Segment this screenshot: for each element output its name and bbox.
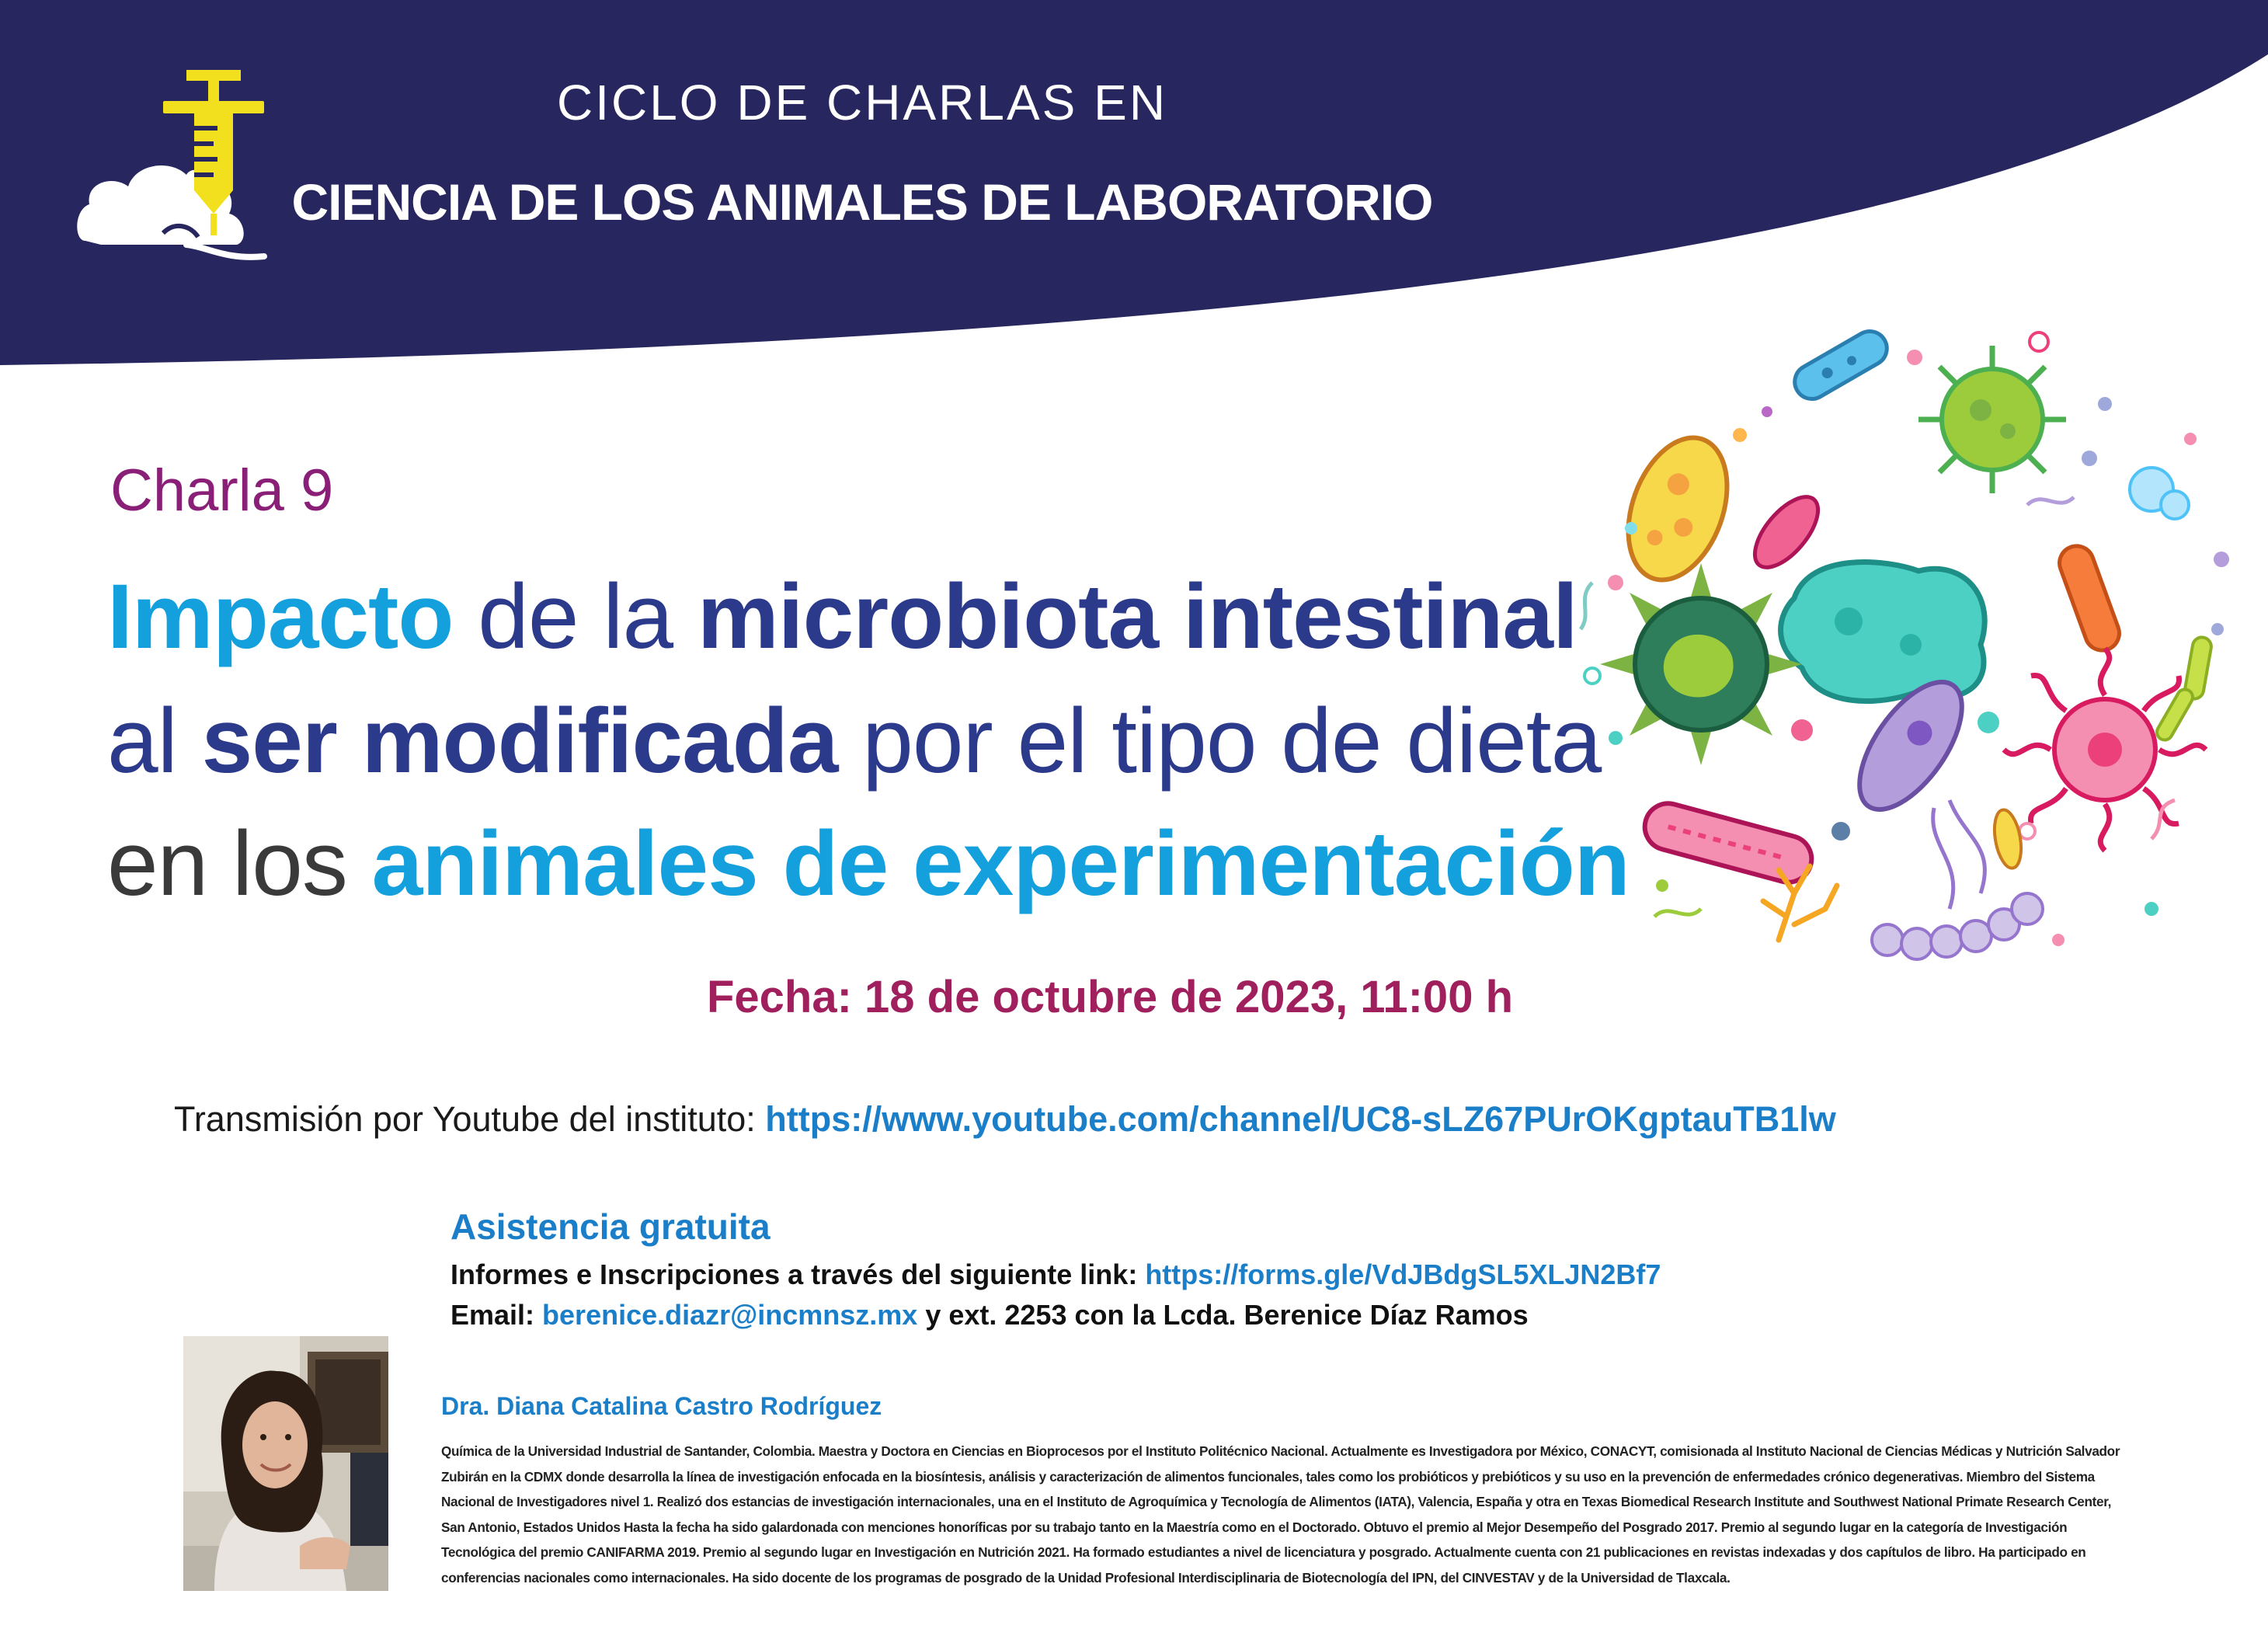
stream-info <box>174 1099 1836 1140</box>
title-segment: en los <box>107 813 372 915</box>
talk-number: Charla 9 <box>110 458 334 524</box>
title-segment: Impacto <box>107 566 454 668</box>
title-segment: por el tipo de dieta <box>837 690 1602 792</box>
contact-email-line <box>450 1299 1529 1331</box>
speaker-photo <box>183 1336 388 1591</box>
talk-date: Fecha: 18 de octubre de 2023, 11:00 h <box>706 972 1513 1022</box>
title-segment: de la <box>453 566 697 668</box>
registration-info <box>450 1258 1661 1291</box>
talk-title-line3 <box>107 813 1630 915</box>
free-attendance-heading: Asistencia gratuita <box>450 1206 770 1247</box>
title-segment: animales de experimentación <box>371 813 1630 915</box>
series-title-line1: CICLO DE CHARLAS EN <box>556 75 1168 131</box>
talk-title-line2 <box>107 690 1602 792</box>
registration-form-link[interactable]: https://forms.gle/VdJBdgSL5XLJN2Bf7 <box>1145 1258 1661 1290</box>
stream-label: Transmisión por Youtube del instituto: <box>174 1099 766 1139</box>
email-label: Email: <box>450 1299 543 1331</box>
title-segment: al <box>107 690 202 792</box>
speaker-name: Dra. Diana Catalina Castro Rodríguez <box>441 1392 882 1420</box>
microbiota-illustration <box>1561 303 2245 987</box>
email-suffix: y ext. 2253 con la Lcda. Berenice Díaz Ramos <box>917 1299 1529 1331</box>
contact-email-link[interactable]: berenice.diazr@incmnsz.mx <box>542 1299 918 1331</box>
series-title-line2: CIENCIA DE LOS ANIMALES DE LABORATORIO <box>291 173 1433 231</box>
title-segment: ser modificada <box>201 690 838 792</box>
registration-label: Informes e Inscripciones a través del siguiente link: <box>450 1258 1146 1290</box>
youtube-link[interactable]: https://www.youtube.com/channel/UC8-sLZ67PUrOKgptauTB1lw <box>765 1099 1836 1139</box>
speaker-bio: Química de la Universidad Industrial de Santander, Colombia. Maestra y Doctora en Ciencias en Bioprocesos por el Instituto Politécnico Nacional. Actualmente es Investigadora por México, CONACYT, comisionada al Instituto Nacional de Ciencias Médicas y Nutrición Salvador Zubirán en la CDMX donde desarrolla la línea de investigación enfocada en la biosíntesis, análisis y caracterización de alimentos funcionales, tales como los probióticos y prebióticos y su uso en la prevención de enfermedades crónico degenerativas. Miembro del Sistema Nacional de Investigadores nivel 1. Realizó dos estancias de investigación internacionales, una en el Instituto de Agroquímica y Tecnología de Alimentos (IATA), Valencia, España y otra en Texas Biomedical Research Institute and Southwest National Primate Research Center, San Antonio, Estados Unidos Hasta la fecha ha sido galardonada con menciones honoríficas por su trabajo tanto en la Maestría como en el Doctorado. Obtuvo el premio al Mejor Desempeño del Posgrado 2017. Premio al segundo lugar en la categoría de Investigación Tecnológica del premio CANIFARMA 2019. Premio al segundo lugar en Investigación en Nutrición 2021. Ha formado estudiantes a nivel de licenciatura y posgrado. Actualmente cuenta con 21 publicaciones en revistas indexadas y dos capítulos de libro. Ha participado en conferencias nacionales como internacionales. Ha sido docente de los programas de posgrado de la Unidad Profesional Interdisciplinaria de Biotecnología del IPN, del CINVESTAV y de la Universidad de Tlaxcala. <box>441 1443 2120 1586</box>
talk-title-line1 <box>107 566 1578 668</box>
title-segment: microbiota intestinal <box>697 566 1578 668</box>
